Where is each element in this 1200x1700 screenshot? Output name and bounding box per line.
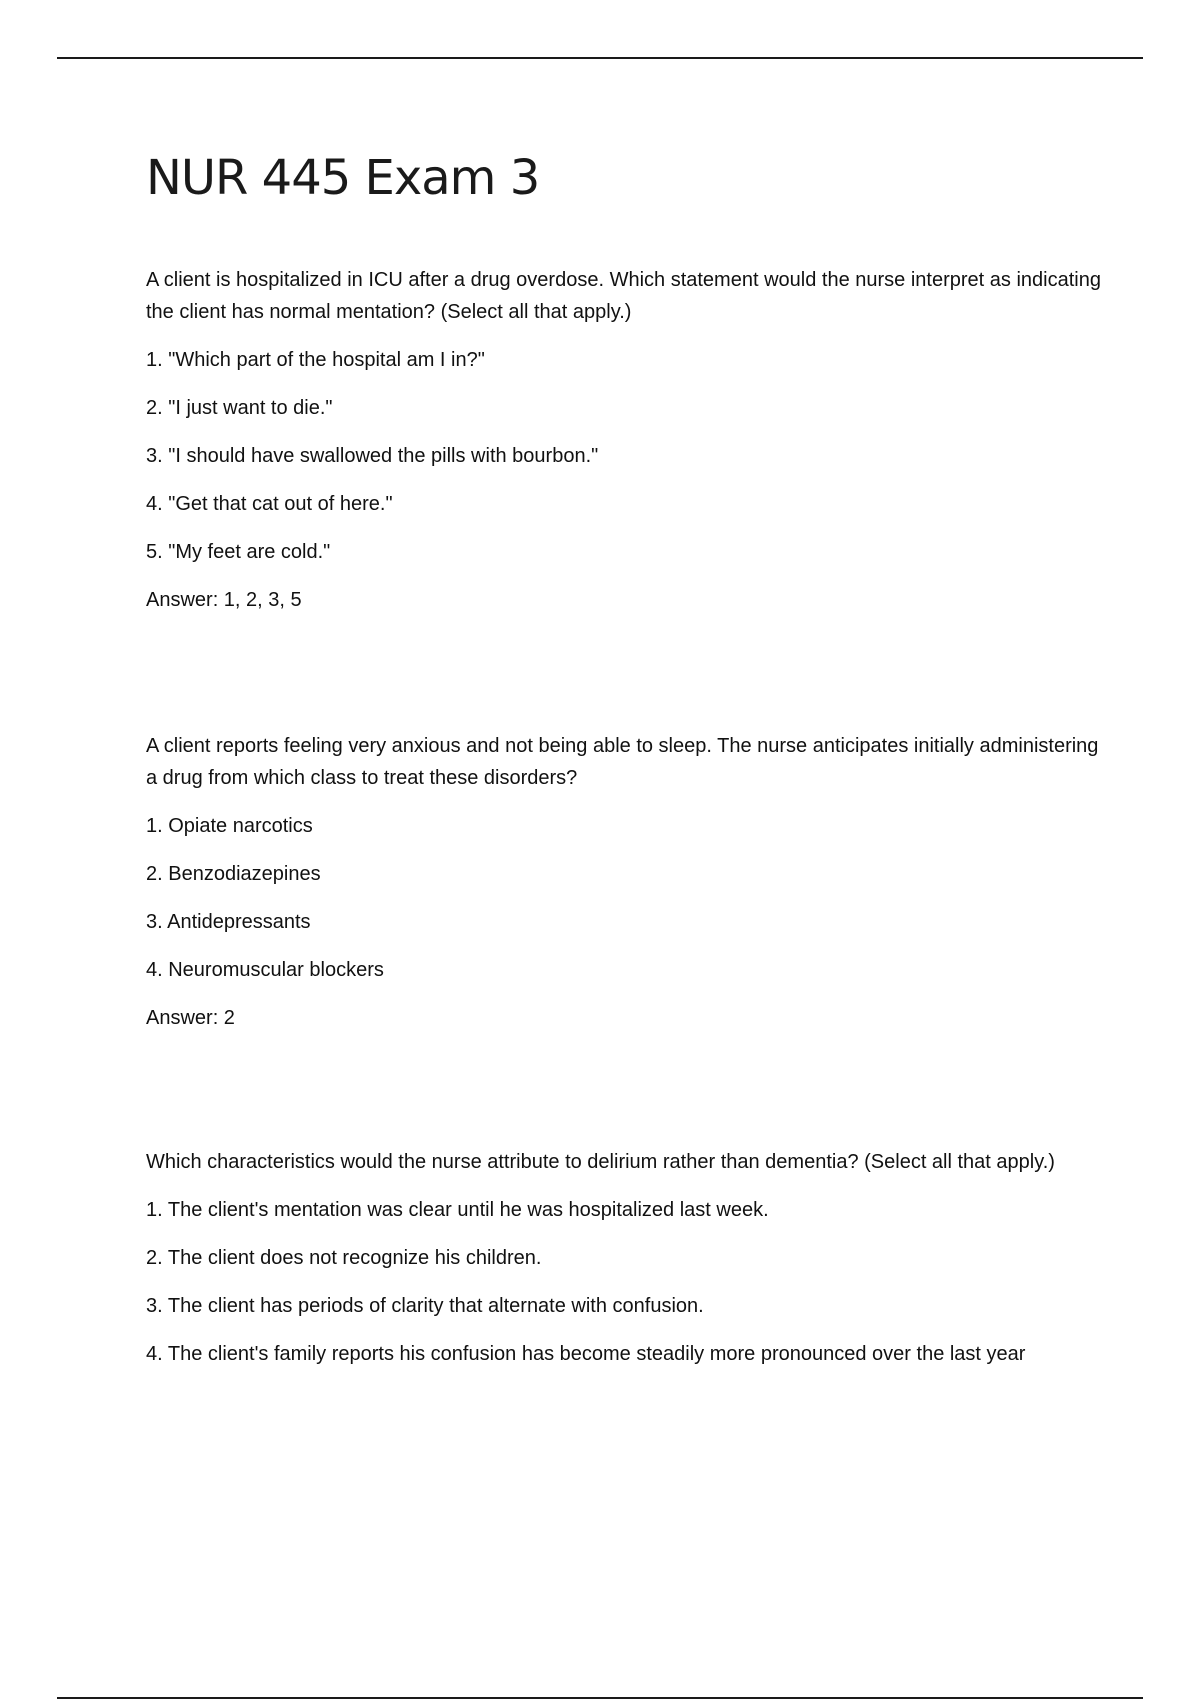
question-stem: Which characteristics would the nurse attribute to delirium rather than dementia? (Select all that apply.) — [146, 1151, 1055, 1173]
question-stem: A client is hospitalized in ICU after a drug overdose. Which statement would the nurse interpret as indicating the client has normal mentation? (Select all that apply.) — [146, 269, 1101, 323]
question-1 — [146, 264, 1106, 616]
option-item: 4. The client's family reports his confusion has become steadily more pronounced over the last year — [146, 1343, 1026, 1365]
option-list — [146, 344, 1106, 568]
footer-rule — [57, 1697, 1143, 1699]
question-2 — [146, 730, 1106, 1034]
option-item: 2. The client does not recognize his children. — [146, 1247, 542, 1269]
option-item: 5. "My feet are cold." — [146, 541, 331, 563]
answer-text: Answer: 1, 2, 3, 5 — [146, 589, 302, 611]
option-item: 1. The client's mentation was clear until he was hospitalized last week. — [146, 1199, 769, 1221]
header-rule — [57, 57, 1143, 59]
option-list — [146, 1194, 1106, 1370]
option-list — [146, 810, 1106, 986]
page-title: NUR 445 Exam 3 — [146, 150, 540, 206]
option-item: 4. "Get that cat out of here." — [146, 493, 393, 515]
option-item: 3. "I should have swallowed the pills with bourbon." — [146, 445, 599, 467]
option-item: 3. Antidepressants — [146, 911, 311, 933]
option-item: 1. Opiate narcotics — [146, 815, 313, 837]
question-3 — [146, 1146, 1106, 1370]
question-stem: A client reports feeling very anxious and not being able to sleep. The nurse anticipates initially administering a drug from which class to treat these disorders? — [146, 735, 1099, 789]
answer-text: Answer: 2 — [146, 1007, 235, 1029]
option-item: 4. Neuromuscular blockers — [146, 959, 384, 981]
option-item: 3. The client has periods of clarity that alternate with confusion. — [146, 1295, 704, 1317]
option-item: 2. "I just want to die." — [146, 397, 333, 419]
option-item: 2. Benzodiazepines — [146, 863, 321, 885]
option-item: 1. "Which part of the hospital am I in?" — [146, 349, 485, 371]
